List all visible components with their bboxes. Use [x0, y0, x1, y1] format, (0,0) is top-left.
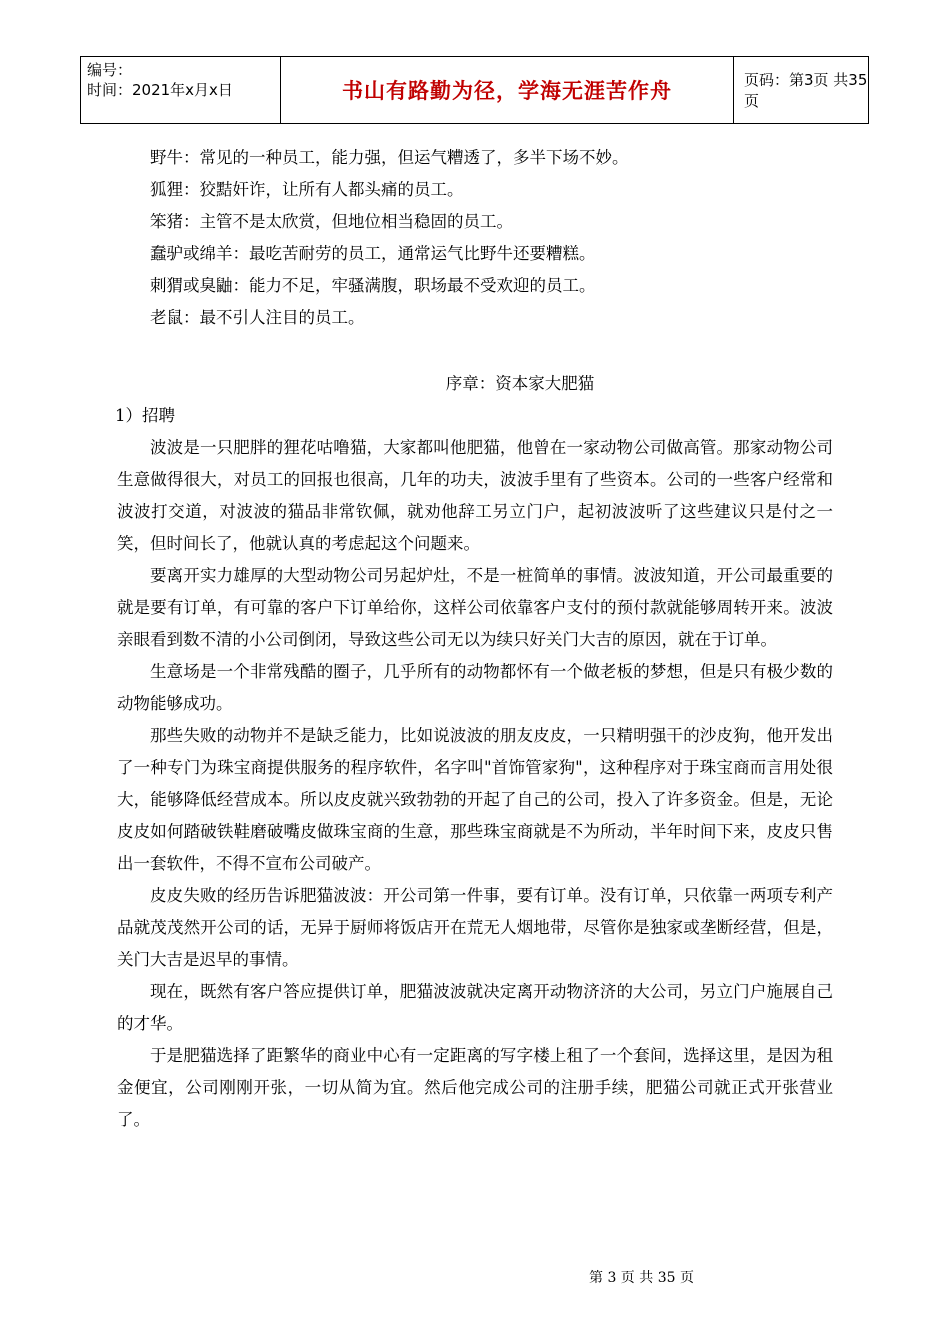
role-item: 蠢驴或绵羊：最吃苦耐劳的员工，通常运气比野牛还要糟糕。 [150, 244, 596, 263]
role-item: 刺猬或臭鼬：能力不足，牢骚满腹，职场最不受欢迎的员工。 [150, 276, 596, 295]
paragraph: 要离开实力雄厚的大型动物公司另起炉灶，不是一桩简单的事情。波波知道，开公司最重要的就是要有订单，有可靠的客户下订单给你，这样公司依靠客户支付的预付款就能够周转开来。波波亲眼看到数不清的小公司倒闭，导致这些公司无以为续只好关门大吉的原因，就在于订单。 [117, 566, 833, 649]
role-item: 老鼠：最不引人注目的员工。 [150, 308, 365, 327]
header-meta [81, 57, 281, 123]
header-page-info: 页码：第3页 共35页 [744, 71, 868, 110]
page-footer: 第 3 页 共 35 页 [589, 1270, 694, 1286]
role-list [117, 142, 833, 334]
number-label: 编号： [87, 61, 133, 79]
paragraph: 于是肥猫选择了距繁华的商业中心有一定距离的写字楼上租了一个套间，选择这里，是因为租金便宜，公司刚刚开张，一切从简为宜。然后他完成公司的注册手续，肥猫公司就正式开张营业了。 [117, 1046, 833, 1129]
role-item: 笨猪：主管不是太欣赏，但地位相当稳固的员工。 [150, 212, 513, 231]
section-title: 1）招聘 [115, 406, 175, 425]
time-label: 时间：2021年x月x日 [87, 81, 233, 99]
document-body [117, 142, 833, 1136]
paragraph: 那些失败的动物并不是缺乏能力，比如说波波的朋友皮皮，一只精明强干的沙皮狗，他开发出了一种专门为珠宝商提供服务的程序软件，名字叫"首饰管家狗"，这种程序对于珠宝商而言用处很大，能够降低经营成本。所以皮皮就兴致勃勃的开起了自己的公司，投入了许多资金。但是，无论皮皮如何踏破铁鞋磨破嘴皮做珠宝商的生意，那些珠宝商就是不为所动，半年时间下来，皮皮只售出一套软件，不得不宣布公司破产。 [117, 726, 833, 873]
header-table [80, 56, 869, 124]
role-item: 狐狸：狡黠奸诈，让所有人都头痛的员工。 [150, 180, 464, 199]
paragraph: 现在，既然有客户答应提供订单，肥猫波波就决定离开动物济济的大公司，另立门户施展自己的才华。 [117, 982, 833, 1033]
role-item: 野牛：常见的一种员工，能力强，但运气糟透了，多半下场不妙。 [150, 148, 629, 167]
paragraph: 生意场是一个非常残酷的圈子，几乎所有的动物都怀有一个做老板的梦想，但是只有极少数的动物能够成功。 [117, 662, 833, 713]
header-motto: 书山有路勤为径，学海无涯苦作舟 [281, 57, 734, 123]
paragraph: 皮皮失败的经历告诉肥猫波波：开公司第一件事，要有订单。没有订单，只依靠一两项专利产品就茂茂然开公司的话，无异于厨师将饭店开在荒无人烟地带，尽管你是独家或垄断经营，但是，关门大吉是迟早的事情。 [117, 886, 833, 969]
chapter-title: 序章：资本家大肥猫 [445, 374, 595, 393]
paragraph: 波波是一只肥胖的狸花咕噜猫，大家都叫他肥猫，他曾在一家动物公司做高管。那家动物公司生意做得很大，对员工的回报也很高，几年的功夫，波波手里有了些资本。公司的一些客户经常和波波打交道，对波波的猫品非常钦佩，就劝他辞工另立门户，起初波波听了这些建议只是付之一笑，但时间长了，他就认真的考虑起这个问题来。 [117, 438, 833, 553]
